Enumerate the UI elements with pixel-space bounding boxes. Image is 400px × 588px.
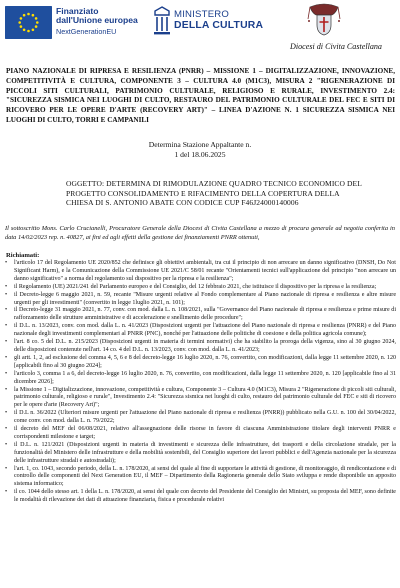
list-item-text: l'art. 8 co. 5 del D.L. n. 215/2023 (Disposizioni urgenti in materia di termini normativi) che ha stabilito la proroga della vigenza, sino al 30 giugno 2024, delle disposizioni contenute nell'art. 14 co. 4 del D.L. n. 13/2023, conv. con mod. dalla L. n. 41/2023; xyxy=(14,339,396,353)
list-item-text: il Decreto-legge 31 maggio 2021, n. 77, conv. con mod. dalla L. n. 108/2021, sulla "Governance del Piano nazionale di ripresa e resilienza e prime misure di rafforzamento delle strutture amministrative e di accelerazione e snellimento delle procedure"; xyxy=(14,307,396,322)
list-item xyxy=(5,284,396,292)
bullet-icon: • xyxy=(5,386,8,393)
bullet-icon: • xyxy=(5,283,8,290)
list-item-text: l'art. 1, co. 1043, secondo periodo, della L. n. 178/2020, ai sensi del quale al fine di supportare le attività di gestione, di monitoraggio, di rendicontazione e di controllo delle componenti del Next Generation EU, il MEF – Dipartimento della Ragioneria generale dello Stato sviluppa e rende disponibile un apposito sistema informatico; xyxy=(14,465,396,488)
bullet-icon: • xyxy=(5,370,8,377)
eu-logo-line2: dall'Unione europea xyxy=(56,15,138,25)
list-item xyxy=(5,323,396,339)
list-item-text: il Decreto-legge 6 maggio 2021, n. 59, recante "Misure urgenti relative al Fondo complementare al Piano nazionale di ripresa e resilienza e altre misure urgenti per gli investimenti" (convertito in legge 1luglio 2021, n. 101); xyxy=(14,291,396,306)
list-item xyxy=(5,489,396,505)
list-item-text: gli artt. 1, 2, ad esclusione del comma 4, 5, 6 e 8 del decreto-legge 16 luglio 2020, n. 76, convertito, con modificazioni, dalla legge 11 settembre 2020, n. 120 [applicabili fino al 30 giugno 2024]; xyxy=(14,354,396,369)
richiamati-list xyxy=(5,260,396,505)
eu-flag-icon xyxy=(5,6,52,39)
ministry-emblem-icon xyxy=(153,6,171,36)
list-item xyxy=(5,410,396,426)
ministry-logo-line1: MINISTERO xyxy=(174,9,230,20)
list-item xyxy=(5,466,396,490)
bullet-icon: • xyxy=(5,441,8,448)
eu-logo-line1: Finanziato xyxy=(56,6,99,16)
list-item xyxy=(5,339,396,355)
list-item-text: il co. 1044 dello stesso art. 1 della L. n. 178/2020, ai sensi del quale con decreto del Presidente del Consiglio dei Ministri, su proposta del MEF, sono definite le modalità di rilevazione dei dati di attuazione finanziaria, fisica e procedurale relativi xyxy=(14,489,396,504)
bullet-icon: • xyxy=(5,307,8,314)
list-item-text: il D.L. n. 121/2021 (Disposizioni urgenti in materia di investimenti e sicurezza delle infrastrutture, dei trasporti e della circolazione stradale, per la funzionalità del Ministero delle infrastrutture e della mobilità sostenibili, del Consiglio superiore dei lavori pubblici e dell'Agenzia nazionale per la sicurezza delle infrastrutture stradali e autostradali); xyxy=(14,441,396,464)
bullet-icon: • xyxy=(5,339,8,346)
page-header xyxy=(0,0,400,62)
determina-line1: Determina Stazione Appaltante n. xyxy=(148,140,252,149)
bullet-icon: • xyxy=(5,291,8,298)
list-item-text: l'articolo 17 del Regolamento UE 2020/852 che definisce gli obiettivi ambientali, tra cui il principio di non arrecare un danno significativo (DNSH, Do Not Significant Harm), e la Comunicazione della Commissione UE 2021/C 58/01 recante "Orientamenti tecnici sull'applicazione del principio "non arrecare un danno significativo" a norma del regolamento sul dispositivo per la ripresa e la resilienza"; xyxy=(14,260,396,282)
eu-logo-line3: NextGenerationEU xyxy=(56,27,117,36)
bullet-icon: • xyxy=(5,354,8,361)
bullet-icon: • xyxy=(5,489,8,496)
list-item xyxy=(5,426,396,442)
bullet-icon: • xyxy=(5,426,8,433)
intro-paragraph: Il sottoscritto Mons. Carlo Crucianelli, Procuratore Generale della Diocesi di Civita Castellana a mezzo di procura generale ad negotia conferita in data 14/02/2023 rep. n. 40827, ai fini ed agli effetti della gestione dei finanziamenti PNRR ottenuti, xyxy=(5,225,395,242)
ministry-logo-line2: DELLA CULTURA xyxy=(174,20,264,31)
list-item-text: l'articolo 3, comma 1 a 6, del decreto-legge 16 luglio 2020, n. 76, convertito, con modificazioni, dalla legge 11 settembre 2020, n. 120 [applicabile fino al 31 dicembre 2026]; xyxy=(14,370,396,385)
list-item xyxy=(5,371,396,387)
bullet-icon: • xyxy=(5,323,8,330)
list-item-text: il D.L. n. 13/2023, conv. con mod. dalla L. n. 41/2023 (Disposizioni urgenti per l'attuazione del Piano nazionale di ripresa e resilienza (PNRR) e del Piano nazionale degli investimenti complementari al PNRR (PNC), nonché per l'attuazione delle politiche di coesione e della politica agricola comune); xyxy=(14,323,396,338)
determina-reference xyxy=(0,140,400,160)
bullet-icon: • xyxy=(5,260,8,266)
list-item-text: il decreto del MEF del 06/08/2021, relativo all'assegnazione delle risorse in favore di ciascuna Amministrazione titolare degli interventi PNRR e corrispondenti milestone e target; xyxy=(14,426,396,440)
document-title: PIANO NAZIONALE DI RIPRESA E RESILIENZA (PNRR) – MISSIONE 1 – DIGITALIZZAZIONE, INNOVAZIONE, COMPETITIVITÀ E CULTURA, COMPONENTE 3 – CULTURA 4.0 (M1C3), MISURA 2 "RIGENERAZIONE DI PICCOLI SITI CULTURALI, PATRIMONIO CULTURALE, RELIGIOSO E RURALE, INVESTIMENTO 2.4: "SICUREZZA SISMICA NEI LUOGHI DI CULTO, RESTAURO DEL PATRIMONIO CULTURALE DEL FEC E SITI DI RICOVERO PER LE OPERE D'ARTE (RECOVERY ART)" – LINEA D'AZIONE N. 1 SICUREZZA SISMICA NEI LUOGHI DI CULTO, TORRI E CAMPANILI xyxy=(6,67,395,124)
eu-funding-logo-text xyxy=(56,7,138,36)
diocese-crest-icon xyxy=(306,3,342,37)
list-item-text: la Missione 1 – Digitalizzazione, innovazione, competitività e cultura, Componente 3 – Cultura 4.0 (M1C3), Misura 2 "Rigenerazione di piccoli siti culturali, patrimonio culturale, religioso e rurale", Investimento 2.4: "Sicurezza sismica nei luoghi di culto, restauro del patrimonio culturale del FEC e siti di ricovero per le opere d'arte (Recovery Art)"; xyxy=(14,386,396,409)
diocese-name: Diocesi di Civita Castellana xyxy=(290,42,382,51)
list-item xyxy=(5,355,396,371)
list-item-text: il D.L n. 36/2022 (Ulteriori misure urgenti per l'attuazione del Piano nazionale di ripresa e resilienza (PNRR)) pubblicato nella G.U. n. 100 del 30/04/2022, come conv. con mod. dalla L. n. 79/2022; xyxy=(14,410,396,425)
ministry-logo-text xyxy=(174,9,263,31)
determina-line2: 1 del 18.06.2025 xyxy=(174,150,226,159)
list-item xyxy=(5,387,396,411)
list-item xyxy=(5,260,396,284)
oggetto-subject: OGGETTO: DETERMINA DI RIMODULAZIONE QUADRO TECNICO ECONOMICO DEL PROGETTO CONSOLIDAMENTO E RIFACIMENTO DELLA COPERTURA DELLA CHIESA DI S. ANTONIO ABATE CON CODICE CUP F46J24000140006 xyxy=(66,179,362,208)
bullet-icon: • xyxy=(5,410,8,417)
richiamati-heading: Richiamati: xyxy=(6,252,40,259)
list-item xyxy=(5,292,396,308)
bullet-icon: • xyxy=(5,465,8,472)
list-item-text: il Regolamento (UE) 2021/241 del Parlamento europeo e del Consiglio, del 12 febbraio 2021, che istituisce il dispositivo per la ripresa e la resilienza; xyxy=(14,283,377,290)
list-item xyxy=(5,307,396,323)
list-item xyxy=(5,442,396,466)
